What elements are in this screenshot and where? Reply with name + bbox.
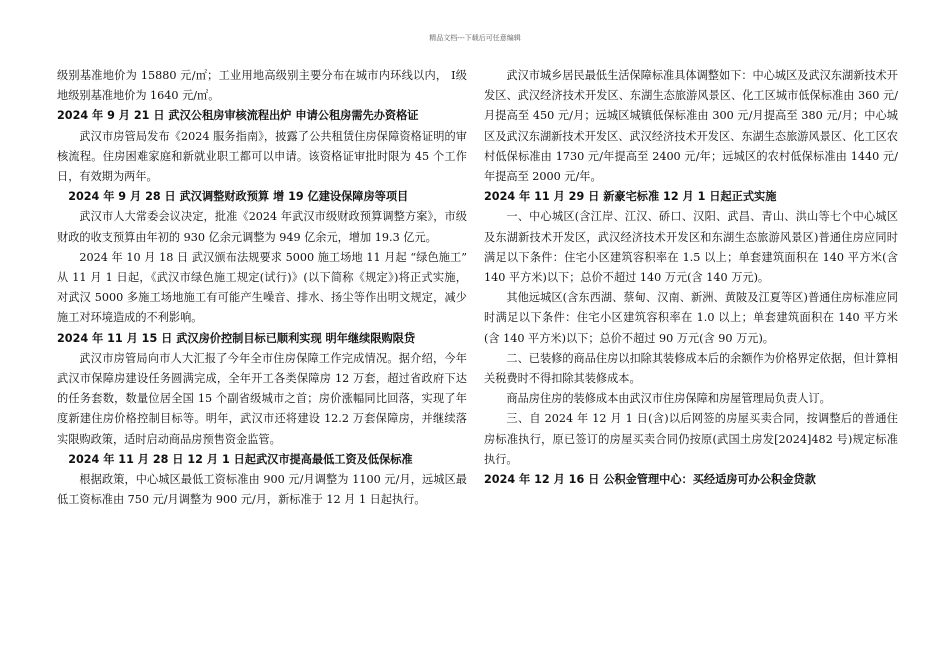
news-headline: 2024 年 11 月 28 日 12 月 1 日起武汉市提高最低工资及低保标准 <box>68 452 413 466</box>
paragraph: 其他远城区(含东西湖、蔡甸、汉南、新洲、黄陂及江夏等区)普通住房标准应同时满足以下条件：住宅小区建筑容积率在 1.0 以上；单套建筑面积在 140 平方米(含 140 平方米)以下；总价不超过 90 万元(含 90 万元)。 <box>484 291 898 345</box>
news-headline: 2024 年 9 月 28 日 武汉调整财政预算 增 19 亿建设保障房等项目 <box>68 190 409 204</box>
paragraph: 根据政策，中心城区最低工资标准由 900 元/月调整为 1100 元/月，远城区最低工资标准由 750 元/月调整为 900 元/月，新标准于 12 月 1 日起执行。 <box>57 473 467 507</box>
news-headline: 2024 年 11 月 29 日 新豪宅标准 12 月 1 日起正式实施 <box>484 190 777 204</box>
paragraph: 一、中心城区(含江岸、江汉、硚口、汉阳、武昌、青山、洪山等七个中心城区及东湖新技术开发区，武汉经济技术开发区和东湖生态旅游风景区)普通住房应同时满足以下条件：住宅小区建筑容积率在 1.5 以上；单套建筑面积在 140 平方米(含 140 平方米)以下；总价不超过 140 万元(含 140 万元)。 <box>484 210 898 285</box>
paragraph: 武汉市房管局发布《2024 服务指南》，披露了公共租赁住房保障资格证明的审核流程。住房困难家庭和新就业职工都可以申请。该资格证审批时限为 45 个工作日，有效期为两年。 <box>57 129 467 184</box>
paragraph: 2024 年 10 月 18 日 武汉颁布法规要求 5000 施工场地 11 月起 “绿色施工” 从 11 月 1 日起，《武汉市绿色施工规定(试行)》(以下简称《规定》)将正式实施，对武汉 5000 多施工场地施工有可能产生噪音、排水、扬尘等作出明文规定，减少施工对环境造成的不利影响。 <box>57 250 467 325</box>
left-column <box>57 66 467 510</box>
news-headline: 2024 年 12 月 16 日 公积金管理中心：买经适房可办公积金贷款 <box>484 473 816 487</box>
paragraph: 级别基准地价为 15880 元/㎡；工业用地高级别主要分布在城市内环线以内， Ⅰ级地级别基准地价为 1640 元/㎡。 <box>57 69 467 103</box>
paragraph: 二、已装修的商品住房以扣除其装修成本后的余额作为价格界定依据，但计算相关税费时不得扣除其装修成本。 <box>484 351 898 386</box>
paragraph: 三、自 2024 年 12 月 1 日(含)以后网签的房屋买卖合同，按调整后的普通住房标准执行，原已签订的房屋买卖合同仍按原(武国土房发[2024]482 号)规定标准执行。 <box>484 412 898 466</box>
paragraph: 武汉市房管局向市人大汇报了今年全市住房保障工作完成情况。据介绍，今年武汉市保障房建设任务圆满完成，全年开工各类保障房 12 万套，超过省政府下达的任务套数，数量位居全国 15 个副省级城市之首；房价涨幅同比回落，实现了年度新建住房价格控制目标等。明年，武汉市还将建设 12.2 万套保障房，并继续落实限购政策，适时启动商品房预售资金监管。 <box>57 351 467 446</box>
news-headline: 2024 年 9 月 21 日 武汉公租房审核流程出炉 申请公租房需先办资格证 <box>57 109 419 123</box>
paragraph: 商品房住房的装修成本由武汉市住房保障和房屋管理局负责人订。 <box>506 392 831 406</box>
page-header-note: 精品文档---下载后可任意编辑 <box>429 34 521 42</box>
news-headline: 2024 年 11 月 15 日 武汉房价控制目标已顺利实现 明年继续限购限贷 <box>57 331 416 345</box>
paragraph: 武汉市城乡居民最低生活保障标准具体调整如下：中心城区及武汉东湖新技术开发区、武汉经济技术开发区、东湖生态旅游风景区、化工区城市低保标准由 360 元/月提高至 450 元/月；远城区城镇低保标准由 300 元/月提高至 380 元/月；中心城区及武汉东湖新技术开发区、武汉经济技术开发区、东湖生态旅游风景区、化工区农村低保标准由 1730 元/年提高至 2400 元/年；远城区的农村低保标准由 1440 元/年提高至 2000 元/年。 <box>484 69 898 184</box>
paragraph: 武汉市人大常委会议决定，批准《2024 年武汉市级财政预算调整方案》，市级财政的收支预算由年初的 930 亿余元调整为 949 亿余元，增加 19.3 亿元。 <box>57 210 467 244</box>
right-column <box>484 66 898 490</box>
